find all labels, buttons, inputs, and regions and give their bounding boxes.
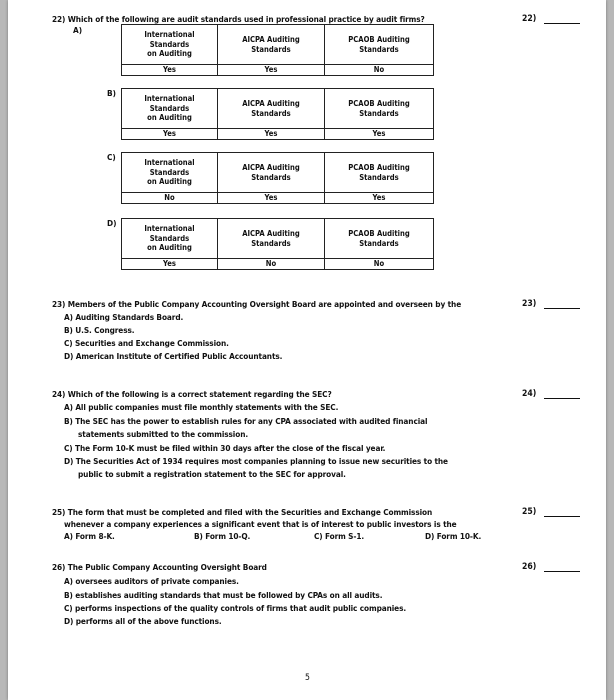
header-international: International Standards on Auditing bbox=[122, 153, 218, 193]
question-25-number: 25) bbox=[522, 507, 537, 517]
q25-option-c: C) Form S-1. bbox=[314, 531, 365, 541]
q25-option-d: D) Form 10-K. bbox=[425, 531, 482, 541]
header-international: International Standards on Auditing bbox=[122, 219, 218, 259]
header-pcaob: PCAOB Auditing Standards bbox=[325, 89, 434, 129]
q22-option-d-table bbox=[121, 218, 434, 270]
q24-option-d: D) The Securities Act of 1934 requires most companies planning to issue new securities to the bbox=[64, 456, 448, 466]
q22-option-b-table bbox=[121, 88, 434, 140]
table-cell: Yes bbox=[122, 129, 218, 140]
table-cell: Yes bbox=[325, 129, 434, 140]
header-aicpa: AICPA Auditing Standards bbox=[218, 89, 325, 129]
q25-option-b: B) Form 10-Q. bbox=[194, 531, 251, 541]
table-cell: Yes bbox=[122, 65, 218, 76]
q24-option-a: A) All public companies must file monthly statements with the SEC. bbox=[64, 402, 339, 412]
question-26-text: 26) The Public Company Accounting Oversight Board bbox=[52, 562, 267, 572]
question-24-number: 24) bbox=[522, 389, 537, 399]
header-aicpa: AICPA Auditing Standards bbox=[218, 219, 325, 259]
table-cell: No bbox=[325, 259, 434, 270]
question-23-number: 23) bbox=[522, 299, 537, 309]
q26-option-a: A) oversees auditors of private companies. bbox=[64, 576, 239, 586]
q22-option-a-table bbox=[121, 24, 434, 76]
q24-option-d-cont: public to submit a registration statement to the SEC for approval. bbox=[78, 469, 346, 479]
question-23-text: 23) Members of the Public Company Accounting Oversight Board are appointed and overseen by the bbox=[52, 299, 462, 309]
question-25-text-cont: whenever a company experiences a significant event that is of interest to public investors is the bbox=[64, 519, 457, 529]
table-cell: Yes bbox=[218, 65, 325, 76]
q26-option-c: C) performs inspections of the quality controls of firms that audit public companies. bbox=[64, 603, 407, 613]
table-cell: No bbox=[122, 193, 218, 204]
question-23-answer-blank[interactable] bbox=[544, 308, 580, 309]
q24-option-b-cont: statements submitted to the commission. bbox=[78, 429, 249, 439]
q22-option-c-letter: C) bbox=[107, 152, 116, 162]
question-25-text: 25) The form that must be completed and filed with the Securities and Exchange Commission bbox=[52, 507, 433, 517]
question-22-answer-blank[interactable] bbox=[544, 23, 580, 24]
table-cell: No bbox=[218, 259, 325, 270]
q24-option-c: C) The Form 10-K must be filed within 30 days after the close of the fiscal year. bbox=[64, 443, 386, 453]
header-aicpa: AICPA Auditing Standards bbox=[218, 153, 325, 193]
question-25-answer-blank[interactable] bbox=[544, 516, 580, 517]
q26-option-b: B) establishes auditing standards that must be followed by CPAs on all audits. bbox=[64, 590, 383, 600]
q23-option-a: A) Auditing Standards Board. bbox=[64, 312, 184, 322]
question-22-text: 22) Which of the following are audit standards used in professional practice by audit firms? bbox=[52, 14, 425, 24]
q23-option-d: D) American Institute of Certified Public Accountants. bbox=[64, 351, 283, 361]
q22-option-c-table bbox=[121, 152, 434, 204]
table-cell: Yes bbox=[218, 129, 325, 140]
q25-option-a: A) Form 8-K. bbox=[64, 531, 115, 541]
q22-option-d-letter: D) bbox=[107, 218, 117, 228]
question-26-number: 26) bbox=[522, 562, 537, 572]
table-cell: Yes bbox=[218, 193, 325, 204]
q23-option-b: B) U.S. Congress. bbox=[64, 325, 135, 335]
q24-option-b: B) The SEC has the power to establish rules for any CPA associated with audited financial bbox=[64, 416, 428, 426]
table-cell: Yes bbox=[122, 259, 218, 270]
page-number: 5 bbox=[305, 673, 310, 683]
q26-option-d: D) performs all of the above functions. bbox=[64, 616, 222, 626]
header-international: International Standards on Auditing bbox=[122, 25, 218, 65]
question-22-number: 22) bbox=[522, 14, 537, 24]
table-cell: Yes bbox=[325, 193, 434, 204]
header-aicpa: AICPA Auditing Standards bbox=[218, 25, 325, 65]
q23-option-c: C) Securities and Exchange Commission. bbox=[64, 338, 229, 348]
header-international: International Standards on Auditing bbox=[122, 89, 218, 129]
table-cell: No bbox=[325, 65, 434, 76]
exam-page bbox=[8, 0, 606, 700]
q22-option-a-letter: A) bbox=[73, 25, 83, 35]
question-24-answer-blank[interactable] bbox=[544, 398, 580, 399]
q22-option-b-letter: B) bbox=[107, 88, 116, 98]
question-24-text: 24) Which of the following is a correct statement regarding the SEC? bbox=[52, 389, 332, 399]
header-pcaob: PCAOB Auditing Standards bbox=[325, 153, 434, 193]
header-pcaob: PCAOB Auditing Standards bbox=[325, 25, 434, 65]
header-pcaob: PCAOB Auditing Standards bbox=[325, 219, 434, 259]
question-26-answer-blank[interactable] bbox=[544, 571, 580, 572]
